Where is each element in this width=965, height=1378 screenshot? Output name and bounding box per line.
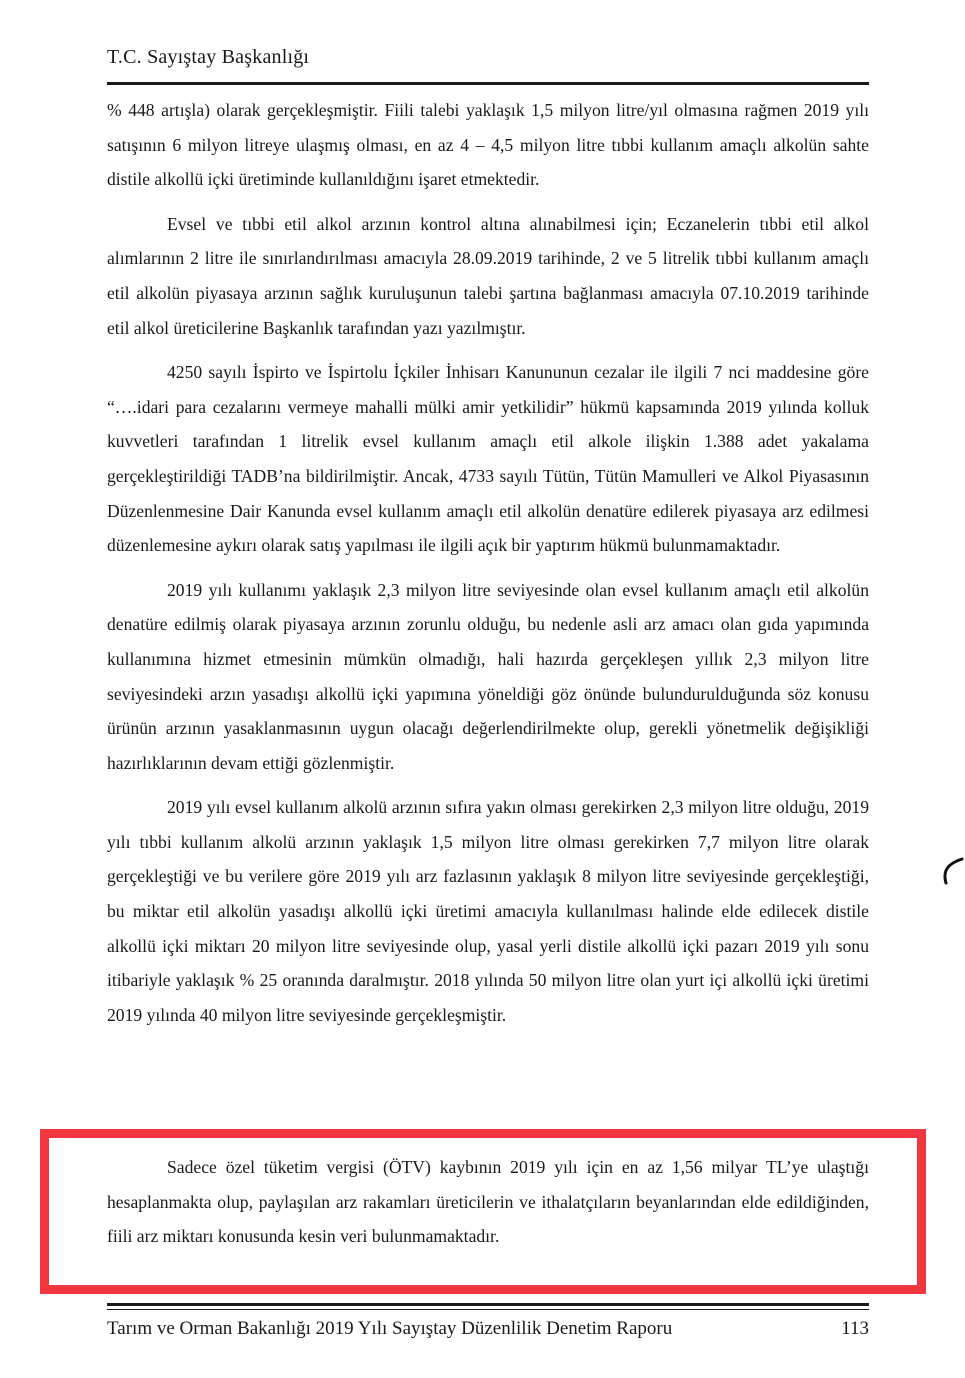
header-rule bbox=[107, 82, 869, 85]
highlighted-paragraph: Sadece özel tüketim vergisi (ÖTV) kaybının 2019 yılı için en az 1,56 milyar TL’ye ulaştığı hesaplanmakta olup, paylaşılan arz rakamları üreticilerin ve ithalatçıların beyanlarından elde edildiğinden, fiili arz miktarı konusunda kesin veri bulunmamaktadır. bbox=[107, 1157, 869, 1247]
page-header-title: T.C. Sayıştay Başkanlığı bbox=[107, 46, 310, 68]
footer-rule-thin bbox=[107, 1309, 869, 1310]
footer-report-title: Tarım ve Orman Bakanlığı 2019 Yılı Sayıştay Düzenlilik Denetim Raporu bbox=[107, 1318, 673, 1339]
document-body bbox=[107, 93, 869, 1042]
pen-mark-icon bbox=[940, 855, 964, 889]
page-number: 113 bbox=[841, 1318, 869, 1339]
paragraph-3: 4250 sayılı İspirto ve İspirtolu İçkiler İnhisarı Kanununun cezalar ile ilgili 7 nci maddesine göre “….idari para cezalarını vermeye mahalli mülki amir yetkilidir” hükmü kapsamında 2019 yılında kolluk kuvvetleri tarafından 1 litrelik evsel kullanım amaçlı etil alkole ilişkin 1.388 adet yakalama gerçekleştirildiği TADB’na bildirilmiştir. Ancak, 4733 sayılı Tütün, Tütün Mamulleri ve Alkol Piyasasının Düzenlenmesine Dair Kanunda evsel kullanım amaçlı etil alkolün denatüre edilerek piyasaya arz edilmesi düzenlemesine aykırı olarak satış yapılması ile ilgili açık bir yaptırım hükmü bulunmamaktadır. bbox=[107, 362, 869, 556]
paragraph-2: Evsel ve tıbbi etil alkol arzının kontrol altına alınabilmesi için; Eczanelerin tıbbi etil alkol alımlarının 2 litre ile sınırlandırılması amacıyla 28.09.2019 tarihinde, 2 ve 5 litrelik tıbbi kullanım amaçlı etil alkolün piyasaya arzının sağlık kuruluşunun talebi şartına bağlanması amacıyla 07.10.2019 tarihinde etil alkol üreticilerine Başkanlık tarafından yazı yazılmıştır. bbox=[107, 213, 869, 338]
footer-rule bbox=[107, 1303, 869, 1306]
paragraph-1: % 448 artışla) olarak gerçekleşmiştir. Fiili talebi yaklaşık 1,5 milyon litre/yıl olmasına rağmen 2019 yılı satışının 6 milyon litreye ulaşmış olması, en az 4 – 4,5 milyon litre tıbbi kullanım amaçlı alkolün sahte distile alkollü içki üretiminde kullanıldığını işaret etmektedir. bbox=[107, 100, 869, 190]
paragraph-4: 2019 yılı kullanımı yaklaşık 2,3 milyon litre seviyesinde olan evsel kullanım amaçlı etil alkolün denatüre edilmiş olarak piyasaya arzının zorunlu olduğu, bu nedenle asli arz amacı olan gıda yapımında kullanımına hizmet etmesinin mümkün olmadığı, hali hazırda gerçekleşen yıllık 2,3 milyon litre seviyesindeki arzın yasadışı alkollü içki yapımına yöneldiği göz önünde bulundurulduğunda söz konusu ürünün arzının yasaklanmasının uygun olacağı değerlendirilmekte olup, gerekli yönetmelik değişikliği hazırlıklarının devam ettiği gözlenmiştir. bbox=[107, 579, 869, 773]
paragraph-5: 2019 yılı evsel kullanım alkolü arzının sıfıra yakın olması gerekirken 2,3 milyon litre olduğu, 2019 yılı tıbbi kullanım alkolü arzının yaklaşık 1,5 milyon litre olması gerekirken 7,7 milyon litre olarak gerçekleştiği ve bu verilere göre 2019 yılı arz fazlasının yaklaşık 8 milyon litre seviyesinde gerçekleştiği, bu miktar etil alkolün yasadışı alkollü içki üretimi amacıyla kullanılması halinde elde edilecek distile alkollü içki miktarı 20 milyon litre seviyesinde olup, yasal yerli distile alkollü içki pazarı 2019 yılı sonu itibariyle yaklaşık % 25 oranında daralmıştır. 2018 yılında 50 milyon litre olan yurt içi alkollü içki üretimi 2019 yılında 40 milyon litre seviyesinde gerçekleşmiştir. bbox=[107, 797, 869, 1025]
